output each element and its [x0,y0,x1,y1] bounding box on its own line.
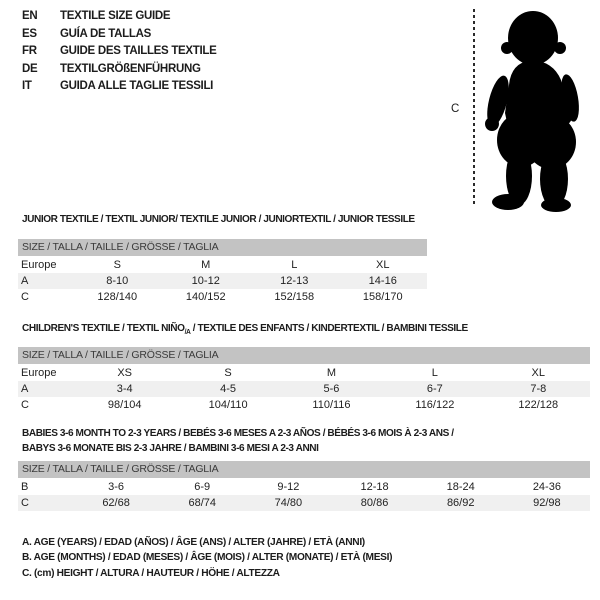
height-measure-label: C [451,103,460,115]
note-age-months: B. AGE (MONTHS) / EDAD (MESES) / ÂGE (MOIS) / ALTER (MONATE) / ETÀ (MESI) [22,551,393,564]
table-cell: 116/122 [415,399,455,411]
table-cell: L [291,259,298,271]
children-title-subscript: /A [184,329,191,337]
table-cell: L [431,367,438,379]
table-cell: 4-5 [220,383,237,395]
table-cell: 14-16 [368,275,397,287]
children-title-prefix: CHILDREN'S TEXTILE / TEXTIL NIÑO [22,322,185,334]
table-cell: S [224,367,232,379]
table-cell: 3-4 [116,383,133,395]
table-cell: 128/140 [97,291,138,303]
table-row [18,381,590,397]
language-code: DE [22,62,38,75]
language-row-de [22,61,217,79]
children-size-table-block [18,347,590,413]
table-cell: 6-9 [194,481,211,493]
table-cell: 6-7 [426,383,443,395]
row-label: C [21,291,29,303]
junior-size-table-block [18,239,427,305]
table-cell: M [326,367,337,379]
table-cell: 8-10 [106,275,129,287]
row-label: B [21,481,29,493]
table-row [18,289,427,305]
language-row-fr [22,43,217,61]
row-label: A [21,275,29,287]
row-label: Europe [21,367,57,379]
table-cell: 12-13 [280,275,309,287]
table-row [18,257,427,273]
table-cell: 68/74 [188,497,216,509]
table-cell: XL [531,367,546,379]
table-cell: 152/158 [274,291,315,303]
table-cell: 80/86 [360,497,389,509]
table-cell: 158/170 [362,291,403,303]
babies-title-line2: BABYS 3-6 MONATE BIS 2-3 JAHRE / BAMBINI 3-6 MESI A 2-3 ANNI [22,441,319,454]
table-cell: XL [376,259,390,271]
row-label: Europe [21,259,57,271]
table-cell: 7-8 [530,383,547,395]
table-cell: 74/80 [274,497,303,509]
language-code: FR [22,45,37,57]
table-cell: 86/92 [446,497,475,509]
row-label: C [21,399,29,411]
junior-size-table [18,257,427,305]
language-row-it [22,78,217,96]
table-cell: 5-6 [323,383,340,395]
table-cell: 110/116 [312,399,351,411]
height-measure-dashed-line [473,9,475,206]
babies-size-table-block [18,461,590,511]
language-label: GUÍA DE TALLAS [60,27,151,40]
table-cell: 12-18 [360,481,389,493]
row-label: A [21,383,29,395]
language-code: IT [22,80,32,92]
language-row-es [22,26,217,44]
language-label: GUIDA ALLE TAGLIE TESSILI [60,80,214,92]
table-cell: 10-12 [191,275,220,287]
table-row [18,397,590,413]
size-header-bar: SIZE / TALLA / TAILLE / GRÖSSE / TAGLIA [18,239,427,256]
table-row [18,479,590,495]
table-cell: 3-6 [108,481,125,493]
junior-section-title: JUNIOR TEXTILE / TEXTIL JUNIOR/ TEXTILE JUNIOR / JUNIORTEXTIL / JUNIOR TESSILE [22,213,415,225]
children-section-title [22,321,468,341]
language-list [22,8,217,96]
language-code: EN [22,10,38,22]
language-row-en [22,8,217,26]
table-cell: 98/104 [107,399,142,411]
language-label: TEXTILE SIZE GUIDE [60,10,171,22]
children-size-table [18,365,590,413]
table-cell: XS [117,367,133,379]
babies-title-line1: BABIES 3-6 MONTH TO 2-3 YEARS / BEBÉS 3-6 MESES A 2-3 AÑOS / BÉBÉS 3-6 MOIS À 2-3 ANS / [22,427,454,439]
language-label: GUIDE DES TAILLES TEXTILE [60,45,217,57]
language-code: ES [22,27,37,40]
table-cell: 104/110 [208,399,248,411]
babies-section-title [22,426,454,455]
table-cell: 140/152 [185,291,226,303]
table-cell: 18-24 [446,481,475,493]
table-cell: M [201,259,211,271]
table-cell: 9-12 [277,481,300,493]
table-row [18,273,427,289]
table-cell: 92/98 [533,497,561,509]
row-label: C [21,497,29,509]
language-label: TEXTILGRÖßENFÜHRUNG [60,62,201,75]
table-cell: 24-36 [532,481,561,493]
table-cell: S [113,259,121,271]
table-cell: 62/68 [102,497,130,509]
children-title-suffix: / TEXTILE DES ENFANTS / KINDERTEXTIL / BAMBINI TESSILE [190,322,468,334]
table-row [18,365,590,381]
table-row [18,495,590,511]
note-height-cm: C. (cm) HEIGHT / ALTURA / HAUTEUR / HÖHE / ALTEZZA [22,566,280,579]
table-cell: 122/128 [518,399,559,411]
legend-notes [22,535,392,581]
baby-silhouette-image [481,5,594,213]
size-header-bar: SIZE / TALLA / TAILLE / GRÖSSE / TAGLIA [18,461,590,478]
note-age-years: A. AGE (YEARS) / EDAD (AÑOS) / ÂGE (ANS) / ALTER (JAHRE) / ETÀ (ANNI) [22,536,365,548]
babies-size-table [18,479,590,511]
size-header-bar: SIZE / TALLA / TAILLE / GRÖSSE / TAGLIA [18,347,590,364]
